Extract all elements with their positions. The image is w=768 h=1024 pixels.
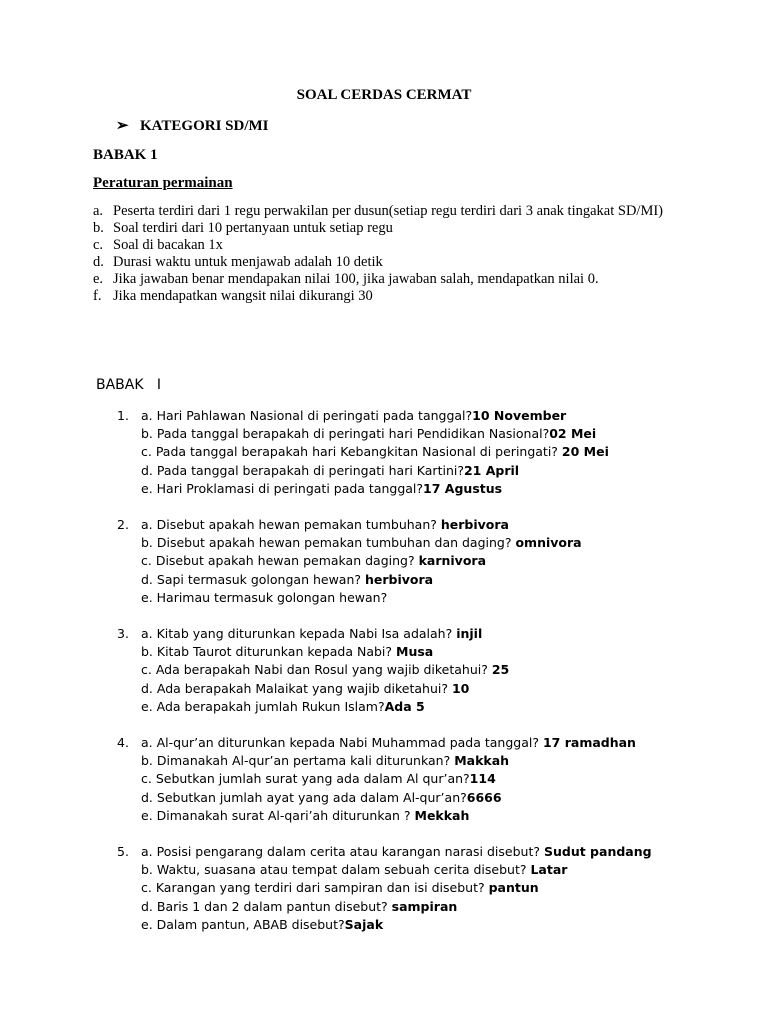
question-text: a. Kitab yang diturunkan kepada Nabi Isa adalah? (141, 626, 457, 642)
question-items (141, 734, 737, 825)
question-line (141, 552, 737, 570)
question-items (141, 625, 737, 716)
question-text: e. Harimau termasuk golongan hewan? (141, 589, 388, 605)
question-line (141, 680, 737, 698)
rule-letter: b. (93, 220, 104, 236)
question-items (141, 407, 737, 498)
question-line (141, 625, 737, 643)
answer-text: 21 April (463, 462, 520, 478)
answer-text: 6666 (466, 789, 502, 805)
question-line (141, 407, 737, 425)
question-number: 3. (117, 626, 129, 642)
answer-text: herbivora (365, 571, 434, 587)
question-group (117, 407, 737, 498)
round-heading: BABAK 1 (93, 147, 158, 163)
question-group (117, 843, 737, 934)
question-text: c. Disebut apakah hewan pemakan daging? (141, 553, 419, 569)
question-line (141, 589, 737, 607)
answer-text: 10 (451, 680, 470, 696)
question-line (141, 807, 737, 825)
question-list (117, 407, 737, 952)
document-title: SOAL CERDAS CERMAT (296, 87, 472, 103)
question-line (141, 571, 737, 589)
rule-item (93, 254, 683, 271)
answer-text: 02 Mei (549, 426, 597, 442)
question-text: d. Ada berapakah Malaikat yang wajib diketahui? (141, 680, 452, 696)
question-text: d. Baris 1 dan 2 dalam pantun disebut? (141, 898, 392, 914)
arrow-bullet-icon: ➢ (116, 118, 129, 134)
question-text: c. Ada berapakah Nabi dan Rosul yang wajib diketahui? (141, 662, 492, 678)
question-line (141, 734, 737, 752)
answer-text: 17 ramadhan (542, 735, 636, 751)
rule-letter: e. (93, 271, 104, 287)
answer-text: Makkah (454, 753, 510, 769)
question-line (141, 534, 737, 552)
answer-text: herbivora (440, 517, 509, 533)
question-number: 2. (117, 517, 129, 533)
answer-text: Ada 5 (384, 698, 425, 714)
question-line (141, 789, 737, 807)
rule-letter: c. (93, 237, 104, 253)
category-label: KATEGORI SD/MI (140, 118, 269, 134)
rule-letter: f. (93, 288, 102, 304)
question-text: d. Sapi termasuk golongan hewan? (141, 571, 365, 587)
rule-text: Jika jawaban benar mendapakan nilai 100, jika jawaban salah, mendapatkan nilai 0. (113, 271, 599, 287)
question-number: 1. (117, 408, 129, 423)
question-group (117, 625, 737, 716)
question-items (141, 516, 737, 607)
question-line (141, 752, 737, 770)
answer-text: 10 November (472, 408, 567, 423)
answer-text: omnivora (515, 535, 582, 551)
answer-text: sampiran (391, 898, 458, 914)
answer-text: pantun (488, 880, 539, 896)
question-text: b. Kitab Taurot diturunkan kepada Nabi? (141, 644, 397, 660)
question-text: a. Disebut apakah hewan pemakan tumbuhan? (141, 517, 441, 533)
rule-text: Soal di bacakan 1x (113, 237, 223, 253)
answer-text: injil (456, 626, 483, 642)
question-group (117, 734, 737, 825)
rule-item (93, 271, 683, 288)
round-label: BABAK I (96, 377, 162, 393)
question-line (141, 516, 737, 534)
question-text: a. Al-qur’an diturunkan kepada Nabi Muhammad pada tanggal? (141, 735, 543, 751)
question-line (141, 770, 737, 788)
question-number: 5. (117, 844, 129, 860)
rule-item (93, 237, 683, 254)
rule-text: Durasi waktu untuk menjawab adalah 10 detik (113, 254, 383, 270)
rule-text: Peserta terdiri dari 1 regu perwakilan per dusun(setiap regu terdiri dari 3 anak tingakat SD/MI) (113, 203, 664, 219)
question-line (141, 661, 737, 679)
question-line (141, 898, 737, 916)
question-text: e. Dimanakah surat Al-qari’ah diturunkan ? (141, 807, 415, 823)
answer-text: 114 (469, 771, 496, 787)
question-text: c. Pada tanggal berapakah hari Kebangkitan Nasional di peringati? (141, 444, 562, 460)
question-line (141, 843, 737, 861)
question-text: d. Pada tanggal berapakah di peringati hari Kartini? (141, 462, 464, 478)
question-group (117, 516, 737, 607)
rule-item (93, 220, 683, 237)
question-text: b. Pada tanggal berapakah di peringati hari Pendidikan Nasional? (141, 426, 550, 442)
question-items (141, 843, 737, 934)
rule-item (93, 288, 683, 305)
answer-text: Musa (396, 644, 434, 660)
rule-text: Jika mendapatkan wangsit nilai dikurangi 30 (113, 288, 373, 304)
rules-list (93, 203, 683, 305)
question-line (141, 425, 737, 443)
question-text: e. Dalam pantun, ABAB disebut? (141, 916, 345, 932)
question-line (141, 916, 737, 934)
answer-text: 20 Mei (561, 444, 609, 460)
category-heading (116, 116, 269, 135)
question-text: c. Sebutkan jumlah surat yang ada dalam Al qur’an? (141, 771, 470, 787)
question-line (141, 861, 737, 879)
rule-letter: d. (93, 254, 104, 270)
answer-text: 17 Agustus (423, 480, 503, 496)
rules-heading: Peraturan permainan (93, 175, 233, 191)
question-line (141, 643, 737, 661)
answer-text: karnivora (418, 553, 487, 569)
question-line (141, 480, 737, 498)
question-text: a. Posisi pengarang dalam cerita atau karangan narasi disebut? (141, 844, 544, 860)
question-text: b. Disebut apakah hewan pemakan tumbuhan dan daging? (141, 535, 516, 551)
question-line (141, 443, 737, 461)
answer-text: 25 (491, 662, 510, 678)
answer-text: Sudut pandang (543, 844, 652, 860)
question-text: b. Dimanakah Al-qur’an pertama kali diturunkan? (141, 753, 455, 769)
question-line (141, 698, 737, 716)
question-text: b. Waktu, suasana atau tempat dalam sebuah cerita disebut? (141, 862, 531, 878)
question-text: d. Sebutkan jumlah ayat yang ada dalam Al-qur’an? (141, 789, 467, 805)
rule-letter: a. (93, 203, 104, 219)
answer-text: Sajak (344, 916, 384, 932)
question-line (141, 879, 737, 897)
rule-text: Soal terdiri dari 10 pertanyaan untuk setiap regu (113, 220, 393, 236)
question-text: a. Hari Pahlawan Nasional di peringati pada tanggal? (141, 408, 473, 423)
rule-item (93, 203, 683, 220)
answer-text: Latar (530, 862, 568, 878)
question-line (141, 462, 737, 480)
question-number: 4. (117, 735, 129, 751)
question-text: e. Hari Proklamasi di peringati pada tanggal? (141, 480, 424, 496)
question-text: e. Ada berapakah jumlah Rukun Islam? (141, 698, 385, 714)
answer-text: Mekkah (414, 807, 470, 823)
question-text: c. Karangan yang terdiri dari sampiran dan isi disebut? (141, 880, 489, 896)
